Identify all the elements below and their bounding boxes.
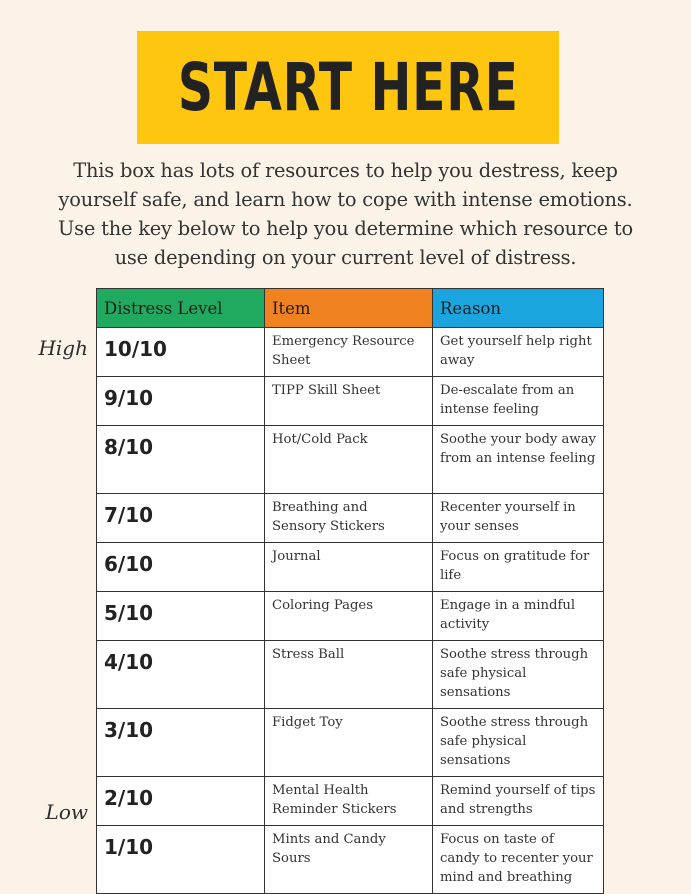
item-cell: Fidget Toy [265, 709, 433, 777]
table-row [97, 494, 604, 543]
table-header-row [97, 289, 604, 328]
item-cell: Coloring Pages [265, 592, 433, 641]
table-row [97, 377, 604, 426]
item-cell: TIPP Skill Sheet [265, 377, 433, 426]
level-cell: 6/10 [97, 543, 265, 592]
page-title: START HERE [177, 49, 519, 126]
reason-cell: Focus on taste of candy to recenter your mind and breathing [433, 826, 604, 894]
level-cell: 2/10 [97, 777, 265, 826]
item-cell: Breathing and Sensory Stickers [265, 494, 433, 543]
intro-paragraph [30, 156, 661, 272]
distress-key-table [96, 288, 604, 894]
level-cell: 1/10 [97, 826, 265, 894]
intro-line: Use the key below to help you determine which resource to [57, 217, 633, 240]
item-cell: Stress Ball [265, 641, 433, 709]
level-cell: 10/10 [97, 328, 265, 377]
item-cell: Emergency Resource Sheet [265, 328, 433, 377]
table-row [97, 709, 604, 777]
intro-line: This box has lots of resources to help you destress, keep [73, 159, 618, 182]
table-row [97, 777, 604, 826]
reason-cell: Recenter yourself in your senses [433, 494, 604, 543]
reason-cell: Soothe your body away from an intense feeling [433, 426, 604, 494]
reason-cell: Focus on gratitude for life [433, 543, 604, 592]
item-cell: Mental Health Reminder Stickers [265, 777, 433, 826]
header-distress-level: Distress Level [97, 289, 265, 328]
header-item: Item [265, 289, 433, 328]
level-cell: 9/10 [97, 377, 265, 426]
reason-cell: Get yourself help right away [433, 328, 604, 377]
reason-cell: Soothe stress through safe physical sensations [433, 641, 604, 709]
level-cell: 7/10 [97, 494, 265, 543]
reason-cell: Soothe stress through safe physical sensations [433, 709, 604, 777]
level-cell: 5/10 [97, 592, 265, 641]
reason-cell: Remind yourself of tips and strengths [433, 777, 604, 826]
intro-line: use depending on your current level of distress. [114, 246, 577, 269]
high-label: High [38, 336, 88, 360]
header-reason: Reason [433, 289, 604, 328]
item-cell: Mints and Candy Sours [265, 826, 433, 894]
level-cell: 8/10 [97, 426, 265, 494]
level-cell: 3/10 [97, 709, 265, 777]
table-row [97, 426, 604, 494]
reason-cell: De-escalate from an intense feeling [433, 377, 604, 426]
item-cell: Hot/Cold Pack [265, 426, 433, 494]
low-label: Low [45, 800, 88, 824]
start-here-banner [137, 31, 559, 144]
table-row [97, 328, 604, 377]
item-cell: Journal [265, 543, 433, 592]
reason-cell: Engage in a mindful activity [433, 592, 604, 641]
table-row [97, 592, 604, 641]
intro-line: yourself safe, and learn how to cope with intense emotions. [58, 188, 633, 211]
level-cell: 4/10 [97, 641, 265, 709]
table-row [97, 543, 604, 592]
table-row [97, 641, 604, 709]
table-row [97, 826, 604, 894]
